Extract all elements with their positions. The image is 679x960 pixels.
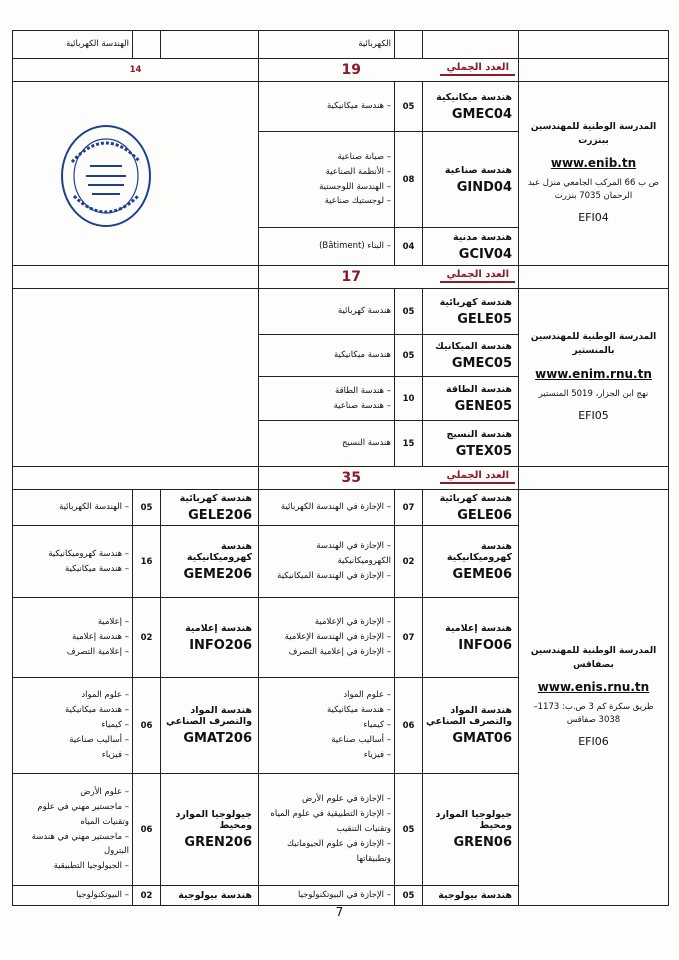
specialty-code: GCIV04 <box>458 246 512 262</box>
specialty-name: جيولوجيا الموارد ومحيط <box>435 809 512 831</box>
specialty-code: GIND04 <box>456 179 512 195</box>
specialty-code: GELE06 <box>457 507 512 523</box>
specialty-name: هندسة كهربائية <box>179 492 252 504</box>
diploma-item: – البناء (Bâtiment) <box>319 241 391 252</box>
diploma-item: – هندسة ميكانيكية <box>65 705 129 716</box>
specialty-name: هندسة الميكانيك <box>435 340 512 352</box>
diploma-list <box>259 132 395 228</box>
diploma-item: – كيمياء <box>363 720 391 731</box>
specialty-code: GEME206 <box>183 567 252 582</box>
count-cell: 16 <box>133 526 161 598</box>
specialty-cell <box>161 598 259 678</box>
total-label: العدد الجملي <box>440 62 515 76</box>
diploma-item: هندسة ميكانيكية <box>333 350 391 361</box>
diploma-item: – علوم المواد <box>343 690 391 701</box>
count-cell: 02 <box>395 526 423 598</box>
specialty-code: GREN06 <box>453 835 512 850</box>
specialty-code: GELE05 <box>457 311 512 327</box>
school-address: نهج ابن الجزار، 5019 المنستير <box>538 388 649 399</box>
diploma-list <box>13 678 133 774</box>
diploma-list <box>259 377 395 421</box>
official-seal-stamp <box>58 122 154 230</box>
count-cell: 05 <box>395 335 423 377</box>
specialty-name: هندسة كهروميكانيكية <box>446 541 512 563</box>
specialty-code: GMAT06 <box>452 731 512 746</box>
diploma-item: – هندسة ميكانيكية <box>327 705 391 716</box>
diploma-item: – الإجازة في إعلامية التصرف <box>288 646 391 657</box>
specialty-name: هندسة صناعية <box>444 164 512 176</box>
diploma-item: – الأنظمة الصناعية <box>325 166 391 177</box>
specialty-name: هندسة النسيج <box>446 428 512 440</box>
count-cell: 08 <box>395 132 423 228</box>
diploma-list <box>259 886 395 906</box>
total-row <box>13 266 669 289</box>
specialty-name: هندسة كهروميكانيكية <box>186 541 252 563</box>
specialty-code: GTEX05 <box>455 443 512 459</box>
diploma-item: – هندسة كهروميكانيكية <box>48 548 129 559</box>
diploma-item: هندسة كهربائية <box>338 306 391 317</box>
diploma-item: – فيزياء <box>363 749 391 760</box>
school-cell <box>519 490 669 906</box>
specialty-code: GMEC05 <box>451 355 512 371</box>
table-row <box>13 31 669 59</box>
specialty-cell <box>423 598 519 678</box>
school-link[interactable]: www.enis.rnu.tn <box>537 680 650 695</box>
diploma-item: – الجيولوجيا التطبيقية <box>53 861 129 872</box>
count-cell: 10 <box>395 377 423 421</box>
school-name: المدرسة الوطنية للمهندسين بالمنستير <box>530 332 657 357</box>
count-cell: 06 <box>133 774 161 886</box>
school-name: المدرسة الوطنية للمهندسين ببنزرت <box>530 121 657 146</box>
specialty-cell <box>161 886 259 906</box>
diploma-list <box>259 335 395 377</box>
diploma-list <box>259 289 395 335</box>
specialty-name: هندسة بيولوجية <box>178 890 252 901</box>
cell-text: الكهربائية <box>259 31 395 59</box>
total-value: 14 <box>13 59 259 82</box>
total-value: 35 <box>341 470 361 486</box>
count-cell: 05 <box>395 774 423 886</box>
diploma-item: – هندسة ميكانيكية <box>327 101 391 112</box>
specialty-cell <box>161 774 259 886</box>
total-row <box>13 59 669 82</box>
specialty-name: هندسة مدنية <box>453 231 512 243</box>
specialty-code: GMEC04 <box>451 106 512 122</box>
total-label: العدد الجملي <box>440 470 515 484</box>
diploma-list <box>259 774 395 886</box>
diploma-list <box>259 526 395 598</box>
diploma-list <box>13 886 133 906</box>
diploma-list <box>259 678 395 774</box>
diploma-item: – الإجازة في الإعلامية <box>314 617 391 628</box>
specialty-cell <box>423 228 519 266</box>
diploma-item: – علوم الأرض <box>80 786 129 797</box>
count-cell: 04 <box>395 228 423 266</box>
count-cell: 02 <box>133 598 161 678</box>
specialty-cell <box>161 678 259 774</box>
specialty-cell <box>423 678 519 774</box>
school-cell <box>519 289 669 467</box>
count-cell: 02 <box>133 886 161 906</box>
diploma-item: – هندسة صناعية <box>333 400 391 411</box>
count-cell: 05 <box>133 490 161 526</box>
specialty-code: GEME06 <box>452 567 512 582</box>
diploma-item: – البيوتكنولوجيا <box>76 890 129 901</box>
diploma-item: – هندسة ميكانيكية <box>65 563 129 574</box>
school-link[interactable]: www.enim.rnu.tn <box>535 367 652 382</box>
specialty-code: INFO06 <box>458 637 512 653</box>
specialty-cell <box>423 526 519 598</box>
diploma-item: – إعلامية التصرف <box>66 646 129 657</box>
specialty-cell <box>423 421 519 467</box>
diploma-item: – أساليب صناعية <box>331 734 391 745</box>
specialty-name: هندسة الطاقة <box>446 383 512 395</box>
specialty-code: GELE206 <box>188 507 252 523</box>
school-link[interactable]: www.enib.tn <box>550 156 637 171</box>
specialty-name: هندسة كهربائية <box>439 296 512 308</box>
school-code: EFI05 <box>578 408 609 422</box>
table-row <box>13 289 669 335</box>
count-cell: 07 <box>395 598 423 678</box>
specialty-name: هندسة كهربائية <box>439 492 512 504</box>
diploma-item: – أساليب صناعية <box>69 734 129 745</box>
specialty-cell <box>423 289 519 335</box>
count-cell: 15 <box>395 421 423 467</box>
diploma-item: – الإجازة في الهندسة الكهربائية <box>280 502 391 513</box>
diploma-item: – الإجازة في علوم الجيوماتيك وتطبيقاتها <box>287 838 391 864</box>
specialty-code: GREN206 <box>184 835 252 850</box>
diploma-item: – ماجستير مهني في علوم وتقنيات المياه <box>37 801 129 827</box>
total-value: 19 <box>341 62 361 78</box>
diploma-list <box>13 774 133 886</box>
diploma-item: – فيزياء <box>101 749 129 760</box>
diploma-item: – لوجستيك صناعية <box>324 196 391 207</box>
diploma-item: – الهندسة الكهربائية <box>59 502 129 513</box>
school-cell <box>519 82 669 266</box>
diploma-item: – هندسة إعلامية <box>71 632 129 643</box>
diploma-item: – إعلامية <box>97 617 129 628</box>
diploma-list <box>13 490 133 526</box>
count-cell: 06 <box>395 678 423 774</box>
diploma-item: – الهندسة اللوجستية <box>319 181 391 192</box>
specialty-code: INFO206 <box>189 637 252 653</box>
school-address: طريق سكرة كم 3 ص.ب: 1173– 3038 صفاقس <box>533 702 654 726</box>
specialty-cell <box>423 335 519 377</box>
count-cell: 07 <box>395 490 423 526</box>
diploma-item: – الإجازة في علوم الأرض <box>302 794 391 805</box>
diploma-item: – الإجازة في الهندسة الإعلامية <box>284 632 391 643</box>
diploma-list <box>259 421 395 467</box>
specialty-name: جيولوجيا الموارد ومحيط <box>175 809 252 831</box>
cell-text: الهندسة الكهربائية <box>13 31 133 59</box>
count-cell: 06 <box>133 678 161 774</box>
count-cell: 05 <box>395 82 423 132</box>
specialty-name: هندسة ميكانيكية <box>436 91 512 103</box>
diploma-item: – صيانة صناعية <box>337 151 391 162</box>
diploma-list <box>259 490 395 526</box>
diploma-item: – كيمياء <box>101 720 129 731</box>
diploma-list <box>259 82 395 132</box>
school-address: ص ب 66 المركب الجامعي منزل عبد الرحمان 7035 بنزرت <box>527 178 660 202</box>
diploma-list <box>13 526 133 598</box>
specialty-name: هندسة بيولوجية <box>438 890 512 901</box>
specialty-cell <box>423 490 519 526</box>
diploma-item: – الإجازة التطبيقية في علوم المياه وتقنيات التنقيب <box>270 809 391 835</box>
page-number: 7 <box>335 905 344 919</box>
table-row <box>13 490 669 526</box>
specialty-code: GENE05 <box>454 398 512 414</box>
total-value: 17 <box>341 269 361 285</box>
specialty-cell <box>423 82 519 132</box>
specialty-cell <box>161 490 259 526</box>
diploma-item: هندسة النسيج <box>341 438 391 449</box>
diploma-item: – علوم المواد <box>81 690 129 701</box>
specialty-cell <box>423 774 519 886</box>
count-cell: 05 <box>395 886 423 906</box>
diploma-item: – ماجستير مهني في هندسة البترول <box>31 831 129 857</box>
specialty-cell <box>161 526 259 598</box>
diploma-item: – الإجازة في الهندسة الكهروميكانيكية <box>316 541 391 567</box>
specialty-cell <box>423 132 519 228</box>
diploma-list <box>259 228 395 266</box>
diploma-item: – هندسة الطاقة <box>335 385 391 396</box>
total-label: العدد الجملي <box>440 269 515 283</box>
count-cell: 05 <box>395 289 423 335</box>
diploma-item: – الإجازة في الهندسة الميكانيكية <box>277 570 391 581</box>
specialty-cell <box>423 377 519 421</box>
specialty-name: هندسة إعلامية <box>185 622 252 634</box>
diploma-list <box>13 598 133 678</box>
school-code: EFI06 <box>578 735 609 749</box>
specialty-name: هندسة إعلامية <box>445 622 512 634</box>
total-row <box>13 467 669 490</box>
diploma-list <box>259 598 395 678</box>
school-name: المدرسة الوطنية للمهندسين بصفاقس <box>530 645 657 670</box>
diploma-item: – الإجازة في البيوتكنولوجيا <box>298 890 391 901</box>
specialty-name: هندسة المواد والتصرف الصناعي <box>166 705 252 727</box>
specialty-code: GMAT206 <box>183 731 252 746</box>
specialty-name: هندسة المواد والتصرف الصناعي <box>426 705 512 727</box>
specialty-cell <box>423 886 519 906</box>
school-code: EFI04 <box>578 211 609 225</box>
